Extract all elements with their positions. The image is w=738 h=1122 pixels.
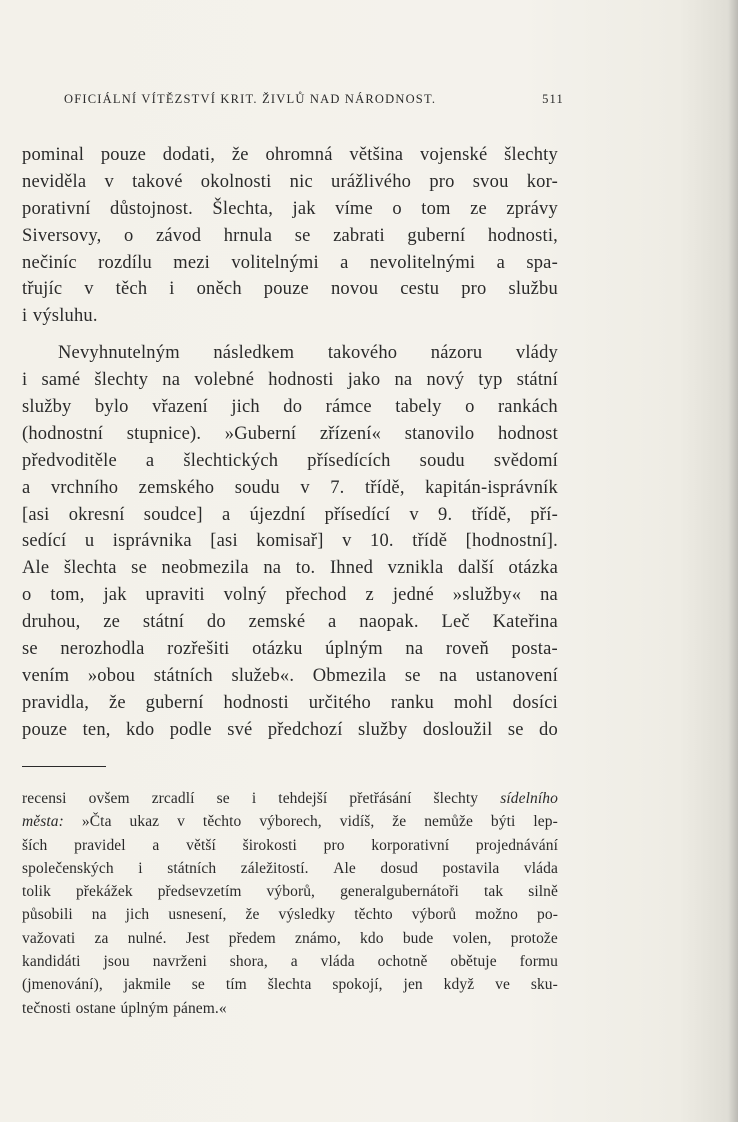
- body-line: předvoditěle a šlechtických přísedících soudu svědomí: [22, 450, 558, 471]
- footnote-line: působili na jich usnesení, že výsledky těchto výborů možno po-: [22, 906, 558, 924]
- body-line: i samé šlechty na volebné hodnosti jako na nový typ státní: [22, 370, 558, 391]
- body-line: o tom, jak upraviti volný přechod z jedné »služby« na: [22, 585, 558, 606]
- body-line: (hodnostní stupnice). »Guberní zřízení« stanovilo hodnost: [22, 423, 558, 444]
- footnote-rule: [22, 766, 106, 767]
- body-line: pouze ten, kdo podle své předchozí služby dosloužil se do: [22, 719, 558, 740]
- footnote: [22, 787, 558, 1020]
- body-line: Siversovy, o závod hrnula se zabrati guberní hodnosti,: [22, 225, 558, 246]
- footnote-line: recensi ovšem zrcadlí se i tehdejší přetřásání šlechty sídelního: [22, 790, 558, 807]
- body-line: se nerozhodla rozřešiti otázku úplným na roveň posta-: [22, 639, 558, 660]
- footnote-line: společenských i státních záležitostí. Ale dosud postavila vláda: [22, 859, 558, 877]
- footnote-line: kandidáti jsou navrženi shora, a vláda ochotně obětuje formu: [22, 953, 558, 971]
- body-line: i výsluhu.: [22, 306, 98, 327]
- page-number: 511: [542, 92, 564, 106]
- page-edge-shadow: [728, 0, 738, 1122]
- body-line: a vrchního zemského soudu v 7. třídě, kapitán-isprávník: [22, 477, 558, 498]
- footnote-line: (jmenování), jakmile se tím šlechta spokojí, jen když ve sku-: [22, 976, 558, 994]
- body-line: nečiníc rozdílu mezi volitelnými a nevolitelnými a spa-: [22, 252, 558, 273]
- body-line: sedící u isprávnika [asi komisař] v 10. třídě [hodnostní].: [22, 531, 558, 552]
- footnote-line: ších pravidel a větší širokosti pro korporativní projednávání: [22, 836, 558, 854]
- body-line: druhou, ze státní do zemské a naopak. Leč Kateřina: [22, 612, 558, 633]
- running-head: [64, 92, 564, 107]
- body-line: neviděla v takové okolnosti nic urážlivého pro svou kor-: [22, 171, 558, 192]
- body-line: třujíc v těch i oněch pouze novou cestu pro službu: [22, 279, 558, 300]
- body-line: Ale šlechta se neobmezila na to. Ihned vznikla další otázka: [22, 558, 558, 579]
- body-line: vením »obou státních služeb«. Obmezila se na ustanovení: [22, 665, 558, 686]
- body-line: [asi okresní soudce] a újezdní přísedící v 9. třídě, pří-: [22, 504, 558, 525]
- body-line: služby bylo vřazení jich do rámce tabely o rankách: [22, 397, 558, 418]
- body-line: Nevyhnutelným následkem takového názoru vlády: [58, 343, 558, 364]
- body-line: porativní důstojnost. Šlechta, jak víme o tom ze zprávy: [22, 198, 558, 219]
- footnote-line: važovati za nulné. Jest předem známo, kdo bude volen, protože: [22, 929, 558, 947]
- footnote-line: města: »Čta ukaz v těchto výborech, vidíš, že nemůže býti lep-: [22, 813, 558, 831]
- body-text: [22, 142, 558, 744]
- running-title: OFICIÁLNÍ VÍTĚZSTVÍ KRIT. ŽIVLŮ NAD NÁRODNOST.: [64, 92, 437, 106]
- footnote-line: tečnosti ostane úplným pánem.«: [22, 999, 227, 1017]
- body-line: pominal pouze dodati, že ohromná většina vojenské šlechty: [22, 145, 558, 165]
- body-line: pravidla, že guberní hodnosti určitého ranku mohl dosíci: [22, 692, 558, 713]
- footnote-line: tolik překážek předsevzetím výborů, generalgubernátoři tak silně: [22, 883, 558, 901]
